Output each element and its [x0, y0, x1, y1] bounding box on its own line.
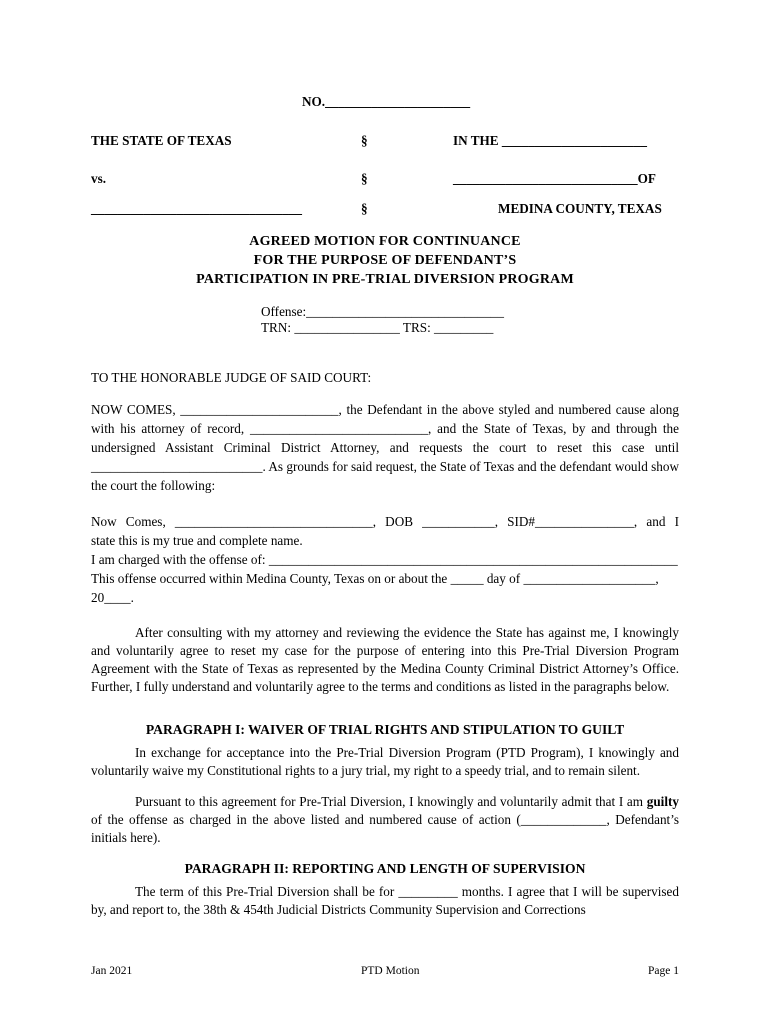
- paragraph-1-guilt-text: [91, 793, 679, 847]
- title-line-1: AGREED MOTION FOR CONTINUANCE: [249, 234, 521, 249]
- footer-date: Jan 2021: [91, 965, 133, 977]
- footer-page-number: Page 1: [648, 965, 679, 977]
- caption-court-of: ____________________________OF: [453, 171, 656, 186]
- caption-defendant-blank: ________________________________: [91, 201, 302, 216]
- caption-county: MEDINA COUNTY, TEXAS: [498, 201, 662, 216]
- footer-document-name: PTD Motion: [361, 965, 420, 977]
- title-line-3: PARTICIPATION IN PRE-TRIAL DIVERSION PROGRAM: [196, 272, 574, 287]
- caption-versus: vs.: [91, 171, 107, 186]
- offense-line: Offense:______________________________: [261, 304, 504, 319]
- paragraph-2-heading: PARAGRAPH II: REPORTING AND LENGTH OF SUPERVISION: [184, 861, 586, 876]
- guilt-text-after: of the offense as charged in the above listed and numbered cause of action (_____________, Defendant’s initials here).: [91, 812, 679, 845]
- defendant-name-line: Now Comes, ______________________________, DOB ___________, SID#_______________, and I: [91, 514, 679, 529]
- caption-section-symbol-3: §: [361, 201, 368, 216]
- offense-date-line: This offense occurred within Medina County, Texas on or about the _____ day of ____________________,: [91, 571, 659, 586]
- paragraph-2-text: The term of this Pre-Trial Diversion shall be for _________ months. I agree that I will be supervised by, and report to, the 38th & 454th Judicial Districts Community Supervision and Corrections: [91, 884, 679, 917]
- guilty-emphasis: guilty: [646, 794, 679, 809]
- defendant-statement: [91, 512, 679, 607]
- paragraph-1-waiver-text: In exchange for acceptance into the Pre-Trial Diversion Program (PTD Program), I knowingly and voluntarily waive my Constitutional rights to a jury trial, my right to a speedy trial, and to remain silent.: [91, 745, 679, 778]
- guilt-text-before: Pursuant to this agreement for Pre-Trial Diversion, I knowingly and voluntarily admit that I am: [135, 794, 647, 809]
- caption-state-of-texas: THE STATE OF TEXAS: [91, 133, 232, 148]
- now-comes-paragraph: NOW COMES, ________________________, the Defendant in the above styled and numbered cause along with his attorney of record, ___________________________, and the State of Texas, by and through the undersigned Assistant Criminal District Attorney, and requests the court to reset this case until __________________________. As grounds for said request, the State of Texas and the defendant would show the court the following:: [91, 402, 679, 493]
- salutation: TO THE HONORABLE JUDGE OF SAID COURT:: [91, 370, 372, 385]
- consulting-paragraph: After consulting with my attorney and reviewing the evidence the State has against me, I knowingly and voluntarily agree to reset my case for the purpose of entering into this Pre-Trial Diversion Program Agreement with the State of Texas as represented by the Medina County Criminal District Attorney’s Office. Further, I fully understand and voluntarily agree to the terms and conditions as listed in the paragraphs below.: [91, 625, 679, 694]
- charged-offense-line: I am charged with the offense of: ______________________________________________________________: [91, 552, 678, 567]
- caption-court-in-the: IN THE ______________________: [453, 133, 647, 148]
- cause-number: NO.______________________: [302, 94, 471, 109]
- title-line-2: FOR THE PURPOSE OF DEFENDANT’S: [253, 253, 517, 268]
- trn-trs-line: TRN: ________________ TRS: _________: [261, 320, 494, 335]
- document-title: [91, 232, 679, 289]
- caption-section-symbol-2: §: [361, 171, 368, 186]
- year-line: 20____.: [91, 590, 134, 605]
- paragraph-1-heading: PARAGRAPH I: WAIVER OF TRIAL RIGHTS AND STIPULATION TO GUILT: [145, 722, 625, 737]
- true-name-line: state this is my true and complete name.: [91, 533, 303, 548]
- caption-section-symbol-1: §: [361, 133, 368, 148]
